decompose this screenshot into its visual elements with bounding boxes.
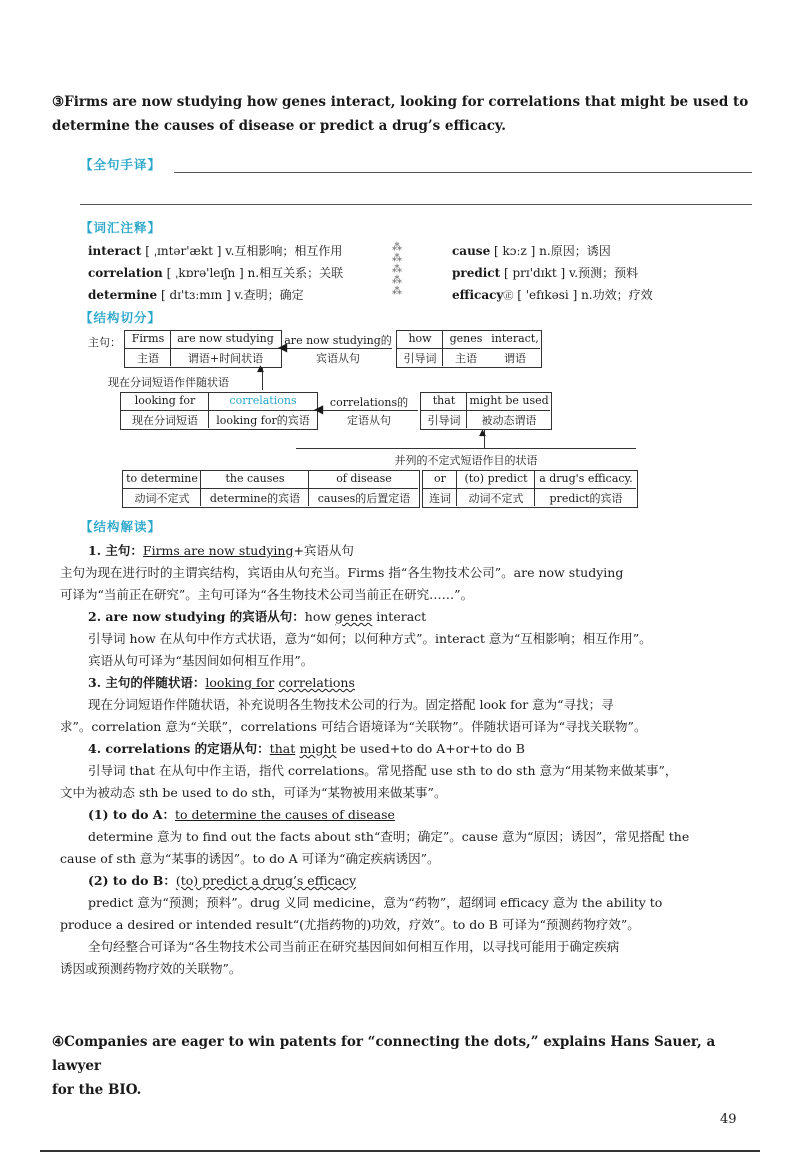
vocab-item: predict [ prɪ'dɪkt ] v.预测；预料 <box>452 266 639 280</box>
row1-firms-role: 主语 <box>137 352 159 365</box>
vocab-right <box>452 240 752 308</box>
row1-arrow-role: 宾语从句 <box>316 352 360 365</box>
translation-line-2 <box>80 204 752 205</box>
vocab-item: interact [ ˌɪntər'ækt ] v.互相影响；相互作用 <box>88 244 343 258</box>
analysis-body: 1. 主句：Firms are now studying+宾语从句 主句为现在进行时的主谓宾结构，宾语由从句充当。Firms 指“各生物技术公司”。are now studying 可译为“当前正在研究”。主句可译为“各生物技术公司当前正在研究……”。 2. are now studying 的宾语从句：how genes interact 引导词 how 在从句中作方式状语，意为“如何；以何种方式”。interact 意为“互相影响；相互作用”。 宾语从句可译为“基因间如何相互作用”。 3. 主句的伴随状语：looking for correlations 现在分词短语作伴随状语，补充说明各生物技术公司的行为。固定搭配 look for 意为“寻找；寻 求”。correlation 意为“关联”，correlations 可结合语境译为“关联物”。伴随状语可译为“寻找关联物”。 4. correlations 的定语从句：that might be used+to do A+or+to do B 引导词 that 在从句中作主语，指代 correlations。常见搭配 use sth to do sth 意为“用某物来做某事”， 文中为被动态 sth be used to do sth，可译为“某物被用来做某事”。 (1) to do A：to determine the causes of disease determine 意为 to find out the facts about sth“查明；确定”。cause 意为“原因；诱因”，常见搭配 the cause of sth 意为“某事的诱因”。to do A 可译为“确定疾病诱因”。 (2) to do B：(to) predict a drug’s efficacy predict 意为“预测；预料”。drug 义同 medicine，意为“药物”，超纲词 efficacy 意为 the ability to produce a desired or intended result“(尤指药物的)功效，疗效”。to do B 可译为“预测药物疗效”。 全句经整合可译为“各生物技术公司当前正在研究基因间如何相互作用，以寻找可能用于确定疾病 诱因或预测药物疗效的关联物”。 <box>88 540 750 980</box>
section-translation: 【全句手译】 <box>80 157 162 172</box>
analysis-summary: 全句经整合可译为“各生物技术公司当前正在研究基因间如何相互作用，以寻找可能用于确定疾病 <box>88 939 620 954</box>
row2-note: 现在分词短语作伴随状语 <box>108 376 229 389</box>
section-structure: 【结构切分】 <box>80 310 162 325</box>
vocab-divider: ⁂ ⁂ ⁂ ⁂ ⁂ <box>392 242 402 297</box>
row1-arrow-label: are now studying的 <box>284 334 392 347</box>
row3-the-causes: the causes <box>225 472 285 485</box>
sentence-number: ④ <box>52 1034 65 1050</box>
row1-interact-role: 谓语 <box>504 352 526 365</box>
row1-firms: Firms <box>131 332 165 345</box>
row1-how-role: 引导词 <box>403 352 437 365</box>
arrow-up-icon: ▲ <box>257 364 264 374</box>
arrow-up-icon: ▲ <box>479 428 486 438</box>
analysis-point-4: 4. correlations 的定语从句：that might be used+to do A+or+to do B <box>88 741 525 756</box>
row3-to-predict: (to) predict <box>464 472 528 485</box>
row1-studying-role: 谓语+时间状语 <box>187 352 264 365</box>
row2-looking-role: 现在分词短语 <box>132 414 198 427</box>
analysis-point-1: 1. 主句：Firms are now studying+宾语从句 <box>88 543 354 558</box>
row3-to-predict-role: 动词不定式 <box>468 492 524 505</box>
vocab-item: efficacy㊣ [ 'efɪkəsi ] n.功效；疗效 <box>452 288 653 302</box>
row3-the-causes-role: determine的宾语 <box>209 492 301 505</box>
row2-that: that <box>432 394 456 407</box>
row3-note: 并列的不定式短语作目的状语 <box>394 454 538 467</box>
analysis-point-3: 3. 主句的伴随状语：looking for correlations <box>88 675 355 690</box>
row1-how: how <box>408 332 432 345</box>
analysis-point-5: (1) to do A：to determine the causes of disease <box>88 807 395 822</box>
sentence-3: ③Firms are now studying how genes interact, looking for correlations that might be used to determine the causes of disease or predict a drug’s efficacy. <box>52 94 749 134</box>
analysis-point-2: 2. are now studying 的宾语从句：how genes interact <box>88 609 427 624</box>
row3-to-determine-role: 动词不定式 <box>134 492 190 505</box>
beyond-syllabus-icon: ㊣ <box>503 291 514 302</box>
row2-correlations-role: looking for的宾语 <box>216 414 310 427</box>
translation-line-1 <box>174 172 752 173</box>
row2-mid-label: correlations的 <box>329 396 409 409</box>
row3-or: or <box>434 472 446 485</box>
vocab-item: determine [ dɪ'tɜːmɪn ] v.查明；确定 <box>88 288 304 302</box>
row3-of-disease: of disease <box>336 472 392 485</box>
row1-interact: interact, <box>491 332 539 345</box>
section-vocab: 【词汇注释】 <box>80 220 162 235</box>
vocab-item: cause [ kɔːz ] n.原因；诱因 <box>452 244 611 258</box>
row3-to-determine: to determine <box>126 472 198 485</box>
sentence-number: ③ <box>52 94 65 110</box>
arrow-left-icon: ◀ <box>314 402 324 416</box>
page-number: 49 <box>720 1112 737 1127</box>
row1-studying: are now studying <box>177 332 274 345</box>
sentence-4: ④Companies are eager to win patents for “connecting the dots,” explains Hans Sauer, a lawyer for the BIO. <box>52 1034 716 1098</box>
vocab-item: correlation [ ˌkɒrə'leɪʃn ] n.相互关系；关联 <box>88 266 344 280</box>
row3-of-disease-role: causes的后置定语 <box>317 492 411 505</box>
footer-rule <box>40 1150 760 1152</box>
section-analysis: 【结构解读】 <box>80 519 162 534</box>
row2-might-role: 被动态谓语 <box>481 414 537 427</box>
row2-mid-role: 定语从句 <box>347 414 391 427</box>
row3-drugs: a drug's efficacy. <box>539 472 633 485</box>
row1-genes-role: 主语 <box>455 352 477 365</box>
analysis-point-6: (2) to do B：(to) predict a drug’s efficacy <box>88 873 357 888</box>
row1-genes: genes <box>449 332 483 345</box>
row2-correlations: correlations <box>229 394 297 407</box>
vocab-left <box>88 240 388 306</box>
row3-or-role: 连词 <box>429 492 451 505</box>
arrow-left-icon: ◀ <box>278 340 288 354</box>
row3-drugs-role: predict的宾语 <box>549 492 623 505</box>
row2-might: might be used <box>469 394 549 407</box>
row2-looking: looking for <box>134 394 196 407</box>
main-clause-label: 主句： <box>88 336 121 349</box>
row2-that-role: 引导词 <box>427 414 461 427</box>
